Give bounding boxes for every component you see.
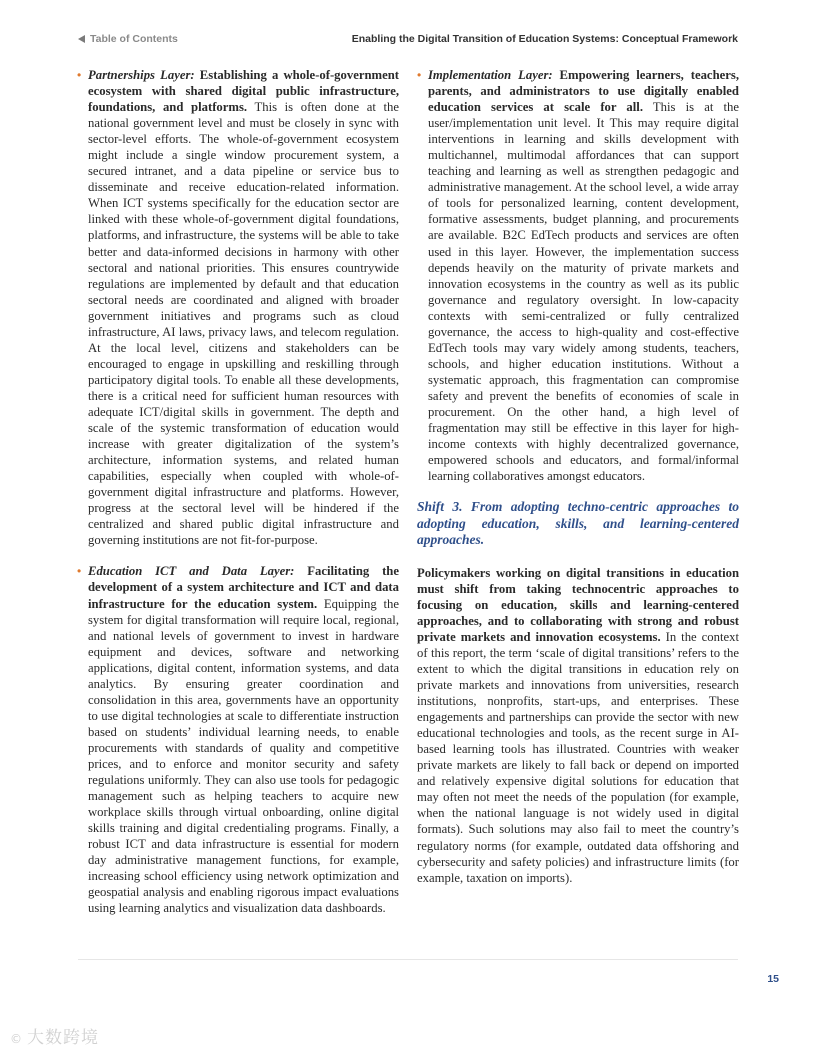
footer-divider <box>78 959 738 960</box>
left-column <box>77 67 400 931</box>
bullet-paragraph: Education ICT and Data Layer: Facilitating the development of a system architecture and ICT and data infrastructure for the education system. Equipping the system for digital transformation will require local, regional, and national levels of government to invest in hardware equipment and devices, software and networking applications, digital content, information systems, and data analytics. By ensuring greater coordination and consolidation in this area, governments have an opportunity to use digital technologies at scale to differentiate instruction based on students’ individual learning needs, to enable procurements with standards of quality and competitive prices, and to enforce and monitor security and safety regulations uniformly. They can also use tools for pedagogic management such as helping teachers to acquire new workplace skills through virtual onboarding, online digital skills training and digital credentialing programs. Finally, a robust ICT and data infrastructure is essential for modern day administrative management functions, for example, increasing school efficiency using network optimization and geospatial analysis and enabling rigorous impact evaluations using learning analytics and visualization data dashboards. <box>88 564 399 916</box>
body-paragraph: Policymakers working on digital transitions in education must shift from taking technocentric approaches to focusing on education, skills and learning-centered approaches, and to collaborating with strong and robust private markets and innovation ecosystems. In the context of this report, the term ‘scale of digital transitions’ refers to the extent to which the digital transitions in education rely on private markets and innovations from universities, research institutions, nonprofits, start-ups, and enterprises. These engagements and partnerships can provide the sector with new educational technologies and tools, as the recent surge in AI-based learning tools has illustrated. Countries with weaker private markets are likely to fall back or depend on imported and relatively expensive digital solutions for education that may often not meet the needs of the population (for example, when the national language is not widely used in digital formats). Such solutions may also fail to meet the country’s regulatory norms (for example, outdated data offshoring and cybersecurity and safety policies) and infrastructure limits (for example, taxation on imports). <box>417 565 739 885</box>
watermark: © 大数跨境 <box>10 1028 99 1048</box>
bullet-icon: • <box>77 564 82 579</box>
bullet-icon: • <box>417 68 422 82</box>
section-heading-shift-3: Shift 3. From adopting techno-centric approaches to adopting education, skills, and learning-centered approaches. <box>417 499 739 548</box>
toc-label[interactable]: Table of Contents <box>90 33 178 45</box>
page-header <box>78 33 738 49</box>
watermark-logo-icon: © <box>10 1032 23 1046</box>
page-number: 15 <box>767 973 779 985</box>
bullet-implementation-layer <box>417 67 739 484</box>
document-title: Enabling the Digital Transition of Education Systems: Conceptual Framework <box>351 33 738 45</box>
bullet-icon: • <box>77 68 82 82</box>
right-column <box>417 67 739 886</box>
table-of-contents-link[interactable] <box>78 33 178 45</box>
bullet-partnerships-layer <box>77 67 400 548</box>
back-arrow-icon <box>78 35 85 43</box>
bullet-education-ict-data-layer <box>77 563 399 916</box>
bullet-paragraph: Implementation Layer: Empowering learners, teachers, parents, and administrators to use digitally enabled education services at scale for all. This is at the user/implementation unit level. It This may require digital interventions in learning and skills development with multichannel, multimodal affordances that can support teaching and learning as well as strengthen pedagogic and administrative management. At the school level, a wide array of tools for personalized learning, content development, formative assessments, budget planning, and procurements are available. B2C EdTech products and services are often used in this layer. However, the implementation success depends heavily on the maturity of private markets and innovation ecosystems in the country as well as its public governance and regulatory oversight. In low-capacity contexts with semi-centralized or fully centralized governance, the access to high-quality and cost-effective EdTech tools may vary widely among students, teachers, schools, and higher education institutions. Without a systematic approach, this fragmentation can compromise safety and prevent the benefits of economies of scale in procurement. On the other hand, a high level of fragmentation may still be effective in this layer for high-income contexts with highly decentralized governance, empowered schools and educators, and formal/informal learning collaboratives amongst educators. <box>428 68 739 484</box>
bullet-paragraph: Partnerships Layer: Establishing a whole-of-government ecosystem with shared digital public infrastructure, foundations, and platforms. This is often done at the national government level and must be closely in sync with sector-level efforts. The whole-of-government ecosystem might include a single window procurement system, a secured intranet, and a data pipeline or service bus to disseminate and receive education-related information. When ICT systems specifically for the education sector are linked with these whole-of-government digital foundations, platforms, and infrastructure, the systems will be able to take better and data-informed decisions in harmony with other sectoral and national priorities. This ensures countrywide regulations are implemented by default and that education sectoral needs are coordinated and aligned with broader government initiatives and programs such as cloud infrastructure, AI laws, privacy laws, and telecom regulation. At the local level, citizens and stakeholders can be encouraged to engage in upskilling and reskilling through participatory digital tools. To enable all these developments, there is a critical need for sufficient human resources with adequate ICT/digital skills in government. The depth and scale of the systemic transformation of education would increase with greater digitalization of the system’s architecture, information systems, and related human capabilities, especially when coupled with whole-of-government digital infrastructure and platforms. However, progress at the sectoral level will be hindered if the centralized and shared public digital infrastructure and governing institutions are not fit-for-purpose. <box>88 68 400 548</box>
